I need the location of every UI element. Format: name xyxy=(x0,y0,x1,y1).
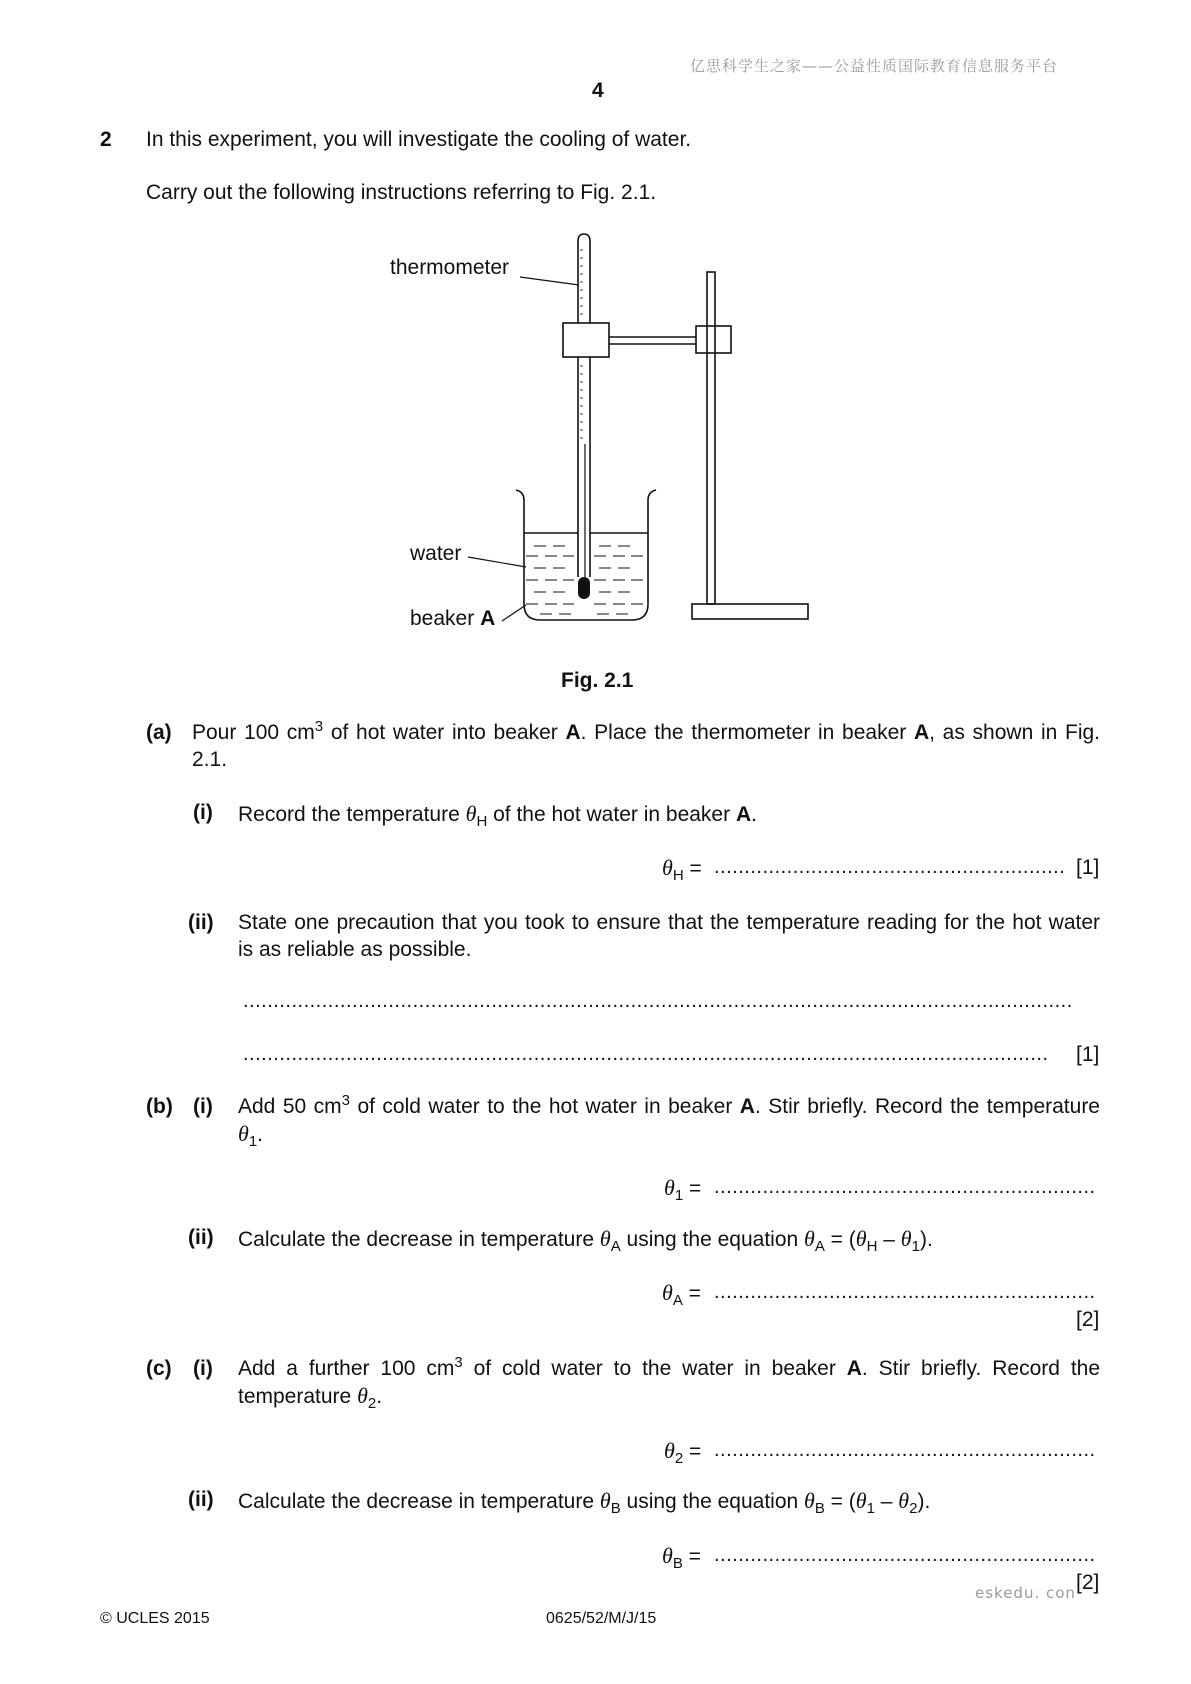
theta-b-answer-field[interactable]: ............................................................... xyxy=(714,1544,1096,1566)
part-b-label: (b) xyxy=(146,1095,173,1118)
part-c-ii-text: Calculate the decrease in temperature $\theta_B$ using the equation $\theta_B = (\theta_1 - \theta_2)$. xyxy=(238,1488,931,1517)
part-c-i-text: Add a further 100 $cm^3$ of cold water to the water in beaker A. Stir briefly. Record the temperature $\theta_2$. xyxy=(238,1354,1101,1412)
clamp-boss xyxy=(696,326,731,353)
theta-2-answer-label: $\theta_2$ = xyxy=(664,1438,702,1467)
part-b-i-text: Add 50 $cm^3$ of cold water to the hot water in beaker A. Stir briefly. Record the temperature $\theta_1$. xyxy=(238,1092,1100,1150)
theta-h-answer-label: $\theta_H$ = xyxy=(662,855,702,884)
water-leader xyxy=(468,557,526,567)
footer-watermark: eskedu. con xyxy=(975,1584,1076,1602)
label-water: water xyxy=(410,542,462,565)
part-c-marks: [2] xyxy=(1076,1571,1100,1594)
label-beaker: beaker A xyxy=(410,607,496,630)
figure-apparatus xyxy=(0,0,1191,700)
question-instruction: Carry out the following instructions referring to Fig. 2.1. xyxy=(146,181,657,204)
figure-caption: Fig. 2.1 xyxy=(561,669,634,692)
part-a-ii-text: State one precaution that you took to ensure that the temperature reading for the hot water is as reliable as possible. xyxy=(238,911,1100,961)
part-a-i-label: (i) xyxy=(193,801,213,824)
beaker-a xyxy=(516,490,656,620)
part-a-ii-marks: [1] xyxy=(1076,1043,1100,1066)
header-watermark: 亿思科学生之家——公益性质国际教育信息服务平台 xyxy=(690,57,1059,75)
part-b-i-label: (i) xyxy=(193,1095,213,1118)
part-c-ii-label: (ii) xyxy=(188,1488,214,1511)
theta-a-answer-label: $\theta_A$ = xyxy=(662,1280,701,1309)
page-number: 4 xyxy=(592,79,604,102)
thermometer-top xyxy=(578,234,590,323)
label-thermometer: thermometer xyxy=(390,256,510,279)
part-b-marks: [2] xyxy=(1076,1308,1100,1331)
theta-1-answer-field[interactable]: ............................................................... xyxy=(714,1176,1096,1198)
question-number: 2 xyxy=(100,128,112,151)
part-b-ii-text: Calculate the decrease in temperature $\theta_A$ using the equation $\theta_A = (\theta_H - \theta_1)$. xyxy=(238,1226,933,1255)
thermometer-bulb xyxy=(578,577,590,599)
part-a-label: (a) xyxy=(146,721,172,744)
theta-a-answer-field[interactable]: ............................................................... xyxy=(714,1281,1096,1303)
part-a-text: Pour 100 $cm^3$ of hot water into beaker A. Place the thermometer in beaker A, as shown in Fig. 2.1. xyxy=(192,718,1100,771)
precaution-answer-line-2[interactable]: ..................................................................................................................................... xyxy=(243,1043,1049,1065)
footer-copyright: © UCLES 2015 xyxy=(100,1610,210,1627)
theta-2-answer-field[interactable]: ............................................................... xyxy=(714,1439,1096,1461)
theta-b-answer-label: $\theta_B$ = xyxy=(662,1543,701,1572)
part-c-label: (c) xyxy=(146,1357,172,1380)
part-c-i-label: (i) xyxy=(193,1357,213,1380)
footer-paper-code: 0625/52/M/J/15 xyxy=(546,1610,657,1627)
thermometer-leader xyxy=(520,277,579,285)
theta-h-answer-field[interactable]: .......................................................... xyxy=(714,856,1066,878)
part-a-ii-label: (ii) xyxy=(188,911,214,934)
precaution-answer-line-1[interactable]: ......................................................................................................................................... xyxy=(243,990,1073,1012)
question-intro: In this experiment, you will investigate the cooling of water. xyxy=(146,128,692,151)
beaker-leader xyxy=(502,605,526,621)
theta-1-answer-label: $\theta_1$ = xyxy=(664,1175,702,1204)
stand-rod xyxy=(707,272,715,604)
thermometer-clamp xyxy=(563,323,609,357)
part-a-i-marks: [1] xyxy=(1076,856,1100,879)
stand-base xyxy=(692,604,808,619)
part-b-ii-label: (ii) xyxy=(188,1226,214,1249)
part-a-i-text: Record the temperature $\theta_H$ of the hot water in beaker A. xyxy=(238,801,757,830)
thermometer-stem xyxy=(578,357,590,577)
